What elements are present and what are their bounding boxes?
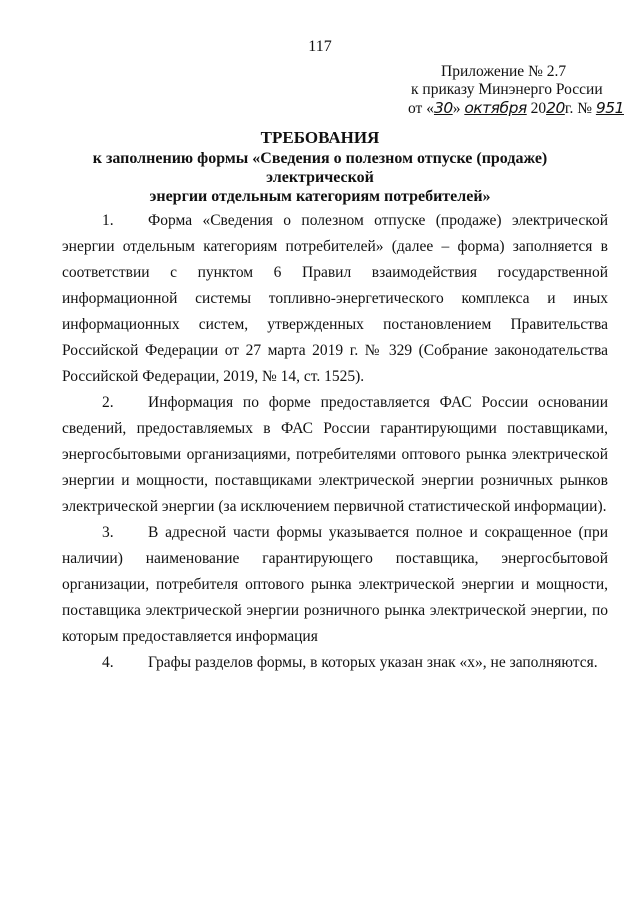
appendix-block	[408, 63, 628, 118]
handwritten-month: октября	[464, 99, 527, 117]
paragraph-number: 4.	[102, 654, 114, 671]
paragraph-4	[62, 650, 608, 676]
paragraph-text: Графы разделов формы, в которых указан знак «х», не заполняются.	[148, 654, 598, 671]
paragraph-number: 1.	[102, 212, 114, 229]
title-line-2: к заполнению формы «Сведения о полезном отпуске (продаже) электрической	[92, 150, 548, 186]
paragraph-3	[62, 520, 608, 650]
paragraph-number: 3.	[102, 524, 114, 541]
paragraph-2	[62, 390, 608, 520]
date-mid: »	[452, 100, 465, 117]
handwritten-order-number: 951	[595, 99, 624, 117]
document-title	[50, 128, 590, 206]
order-label: г. №	[564, 100, 596, 117]
paragraph-text: Информация по форме предоставляется ФАС России основании сведений, предоставляемых в ФАС России гарантирующими поставщиками, энергосбытовыми организациями, потребителями оптового рынка электрической энергии и мощности, поставщиками электрической энергии розничных рынков электрической энергии (за исключением первичной статистической информации).	[62, 394, 608, 515]
paragraph-text: Форма «Сведения о полезном отпуске (продаже) электрической энергии отдельным категориям потребителей» (далее – форма) заполняется в соответствии с пунктом 6 Правил взаимодействия государственной информационной системы топливно-энергетического комплекса и иных информационных систем, утвержденных постановлением Правительства Российской Федерации от 27 марта 2019 г. № 329 (Собрание законодательства Российской Федерации, 2019, № 14, ст. 1525).	[62, 212, 608, 385]
date-prefix: от «	[408, 100, 434, 117]
appendix-order-ref: к приказу Минэнерго России	[411, 81, 603, 98]
year-prefix: 20	[526, 100, 547, 117]
appendix-title: Приложение № 2.7	[441, 63, 567, 80]
handwritten-year: 20	[546, 99, 565, 117]
appendix-date-line	[408, 99, 628, 118]
handwritten-day: 30	[433, 99, 453, 117]
title-heading: ТРЕБОВАНИЯ	[260, 128, 380, 147]
page-number: 117	[308, 38, 332, 55]
paragraph-text: В адресной части формы указывается полное и сокращенное (при наличии) наименование гарантирующего поставщика, энергосбытовой организации, потребителя оптового рынка электрической энергии и мощности, поставщика электрической энергии розничного рынка электрической энергии, по которым предоставляется информация	[62, 524, 608, 645]
paragraph-number: 2.	[102, 394, 114, 411]
title-line-3: энергии отдельным категориям потребителей»	[149, 188, 491, 205]
paragraph-1	[62, 208, 608, 390]
document-body	[62, 208, 608, 676]
